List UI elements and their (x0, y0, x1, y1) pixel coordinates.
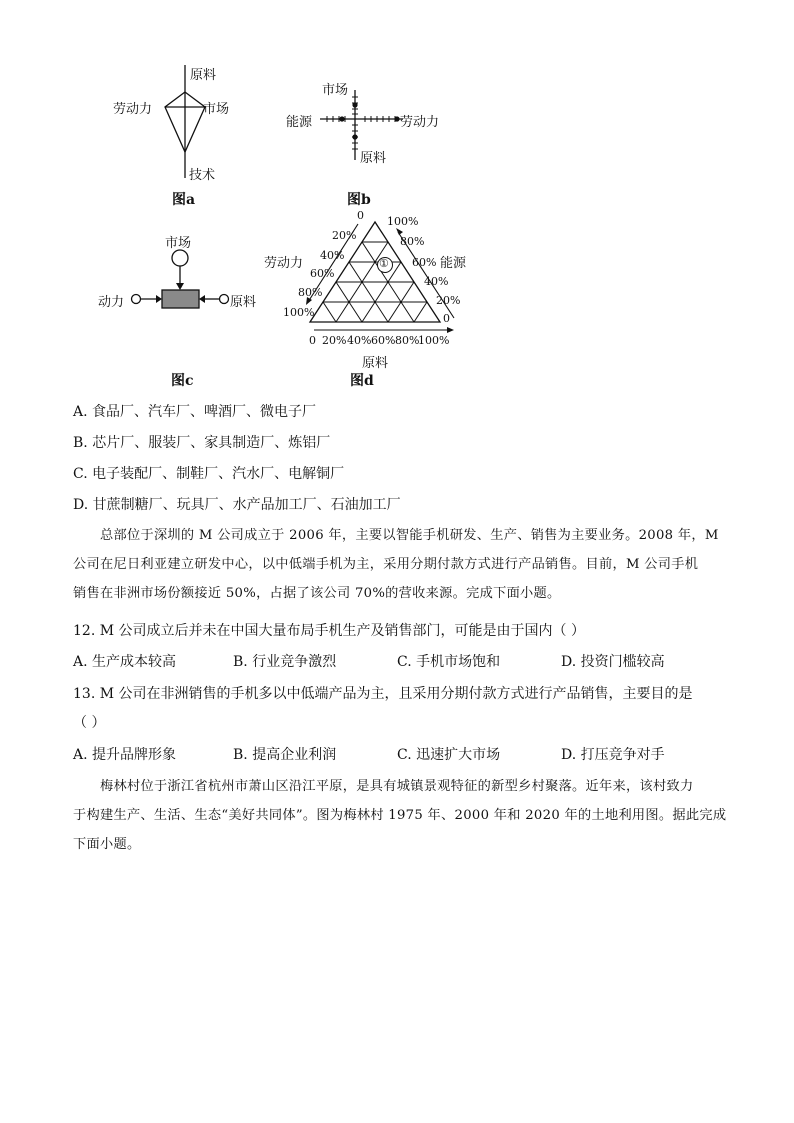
fig-a-label-top: 原料 (190, 68, 217, 83)
q13-option-b: B. 提高企业利润 (233, 747, 337, 763)
fig-d-right-tick: 60% (412, 256, 437, 269)
q11-option-b: B. 芯片厂、服装厂、家具制造厂、炼铝厂 (73, 435, 331, 451)
fig-a-label-bottom: 技术 (189, 168, 216, 183)
q12-stem: 12. M 公司成立后并未在中国大量布局手机生产及销售部门，可能是由于国内（ ） (73, 623, 585, 639)
fig-d-bottom-tick: 20% (322, 334, 347, 347)
fig-c-label-right: 原料 (230, 295, 257, 310)
passage2-line: 于构建生产、生活、生态“美好共同体”。图为梅林村 1975 年、2000 年和 2020 年的土地利用图。据此完成 (73, 808, 727, 823)
q13-option-c: C. 迅速扩大市场 (397, 747, 501, 763)
q13-stem-cont: （ ） (73, 715, 106, 731)
q11-option-c: C. 电子装配厂、制鞋厂、汽水厂、电解铜厂 (73, 466, 345, 482)
q13-option-a: A. 提升品牌形象 (73, 747, 177, 763)
fig-d-caption: 图d (350, 373, 374, 389)
q11-option-a: A. 食品厂、汽车厂、啤酒厂、微电子厂 (73, 404, 317, 420)
passage1-line: 公司在尼日利亚建立研发中心，以中低端手机为主，采用分期付款方式进行产品销售。目前，M 公司手机 (73, 557, 699, 572)
fig-d-left-tick: 0 (357, 209, 364, 222)
passage1-line: 销售在非洲市场份额接近 50%，占据了该公司 70%的营收来源。完成下面小题。 (73, 586, 561, 601)
q12-option-d: D. 投资门槛较高 (561, 654, 665, 670)
q12-option-a: A. 生产成本较高 (73, 654, 177, 670)
fig-d-right-tick: 20% (436, 294, 461, 307)
q11-option-d: D. 甘蔗制糖厂、玩具厂、水产品加工厂、石油加工厂 (73, 497, 401, 513)
passage-m-company (73, 521, 733, 608)
fig-d-right-tick: 100% (387, 215, 419, 228)
fig-b-label-left: 能源 (286, 115, 313, 130)
fig-d-bottom-tick: 0 (309, 334, 316, 347)
fig-a-label-right: 市场 (203, 102, 230, 117)
fig-d-bottom-tick: 60% (371, 334, 396, 347)
fig-b-label-right: 劳动力 (400, 115, 440, 130)
figure-c-diagram (120, 240, 240, 320)
fig-d-label-right: 能源 (440, 256, 467, 271)
q13-option-d: D. 打压竞争对手 (561, 747, 665, 763)
fig-d-bottom-tick: 40% (347, 334, 372, 347)
fig-d-bottom-tick: 80% (395, 334, 420, 347)
q12-option-c: C. 手机市场饱和 (397, 654, 501, 670)
fig-b-label-bottom: 原料 (360, 151, 387, 166)
fig-a-caption: 图a (172, 192, 196, 208)
fig-d-marker: ① (379, 257, 389, 270)
fig-d-left-tick: 60% (310, 267, 335, 280)
q12-option-b: B. 行业竞争激烈 (233, 654, 337, 670)
fig-d-right-tick: 80% (400, 235, 425, 248)
fig-d-left-tick: 40% (320, 249, 345, 262)
fig-c-label-top: 市场 (165, 236, 192, 251)
passage1-line: 总部位于深圳的 M 公司成立于 2006 年，主要以智能手机研发、生产、销售为主要业务。2008 年，M (100, 528, 719, 543)
passage-meilin-village (73, 772, 733, 859)
fig-d-left-tick: 20% (332, 229, 357, 242)
fig-d-left-tick: 80% (298, 286, 323, 299)
fig-d-right-tick: 40% (424, 275, 449, 288)
figure-a-diagram (105, 60, 245, 185)
fig-d-label-left: 劳动力 (264, 256, 304, 271)
fig-d-left-tick: 100% (283, 306, 315, 319)
fig-b-caption: 图b (347, 192, 371, 208)
fig-b-label-top: 市场 (322, 83, 349, 98)
fig-d-bottom-tick: 100% (418, 334, 450, 347)
fig-a-label-left: 劳动力 (113, 102, 153, 117)
passage2-line: 下面小题。 (73, 837, 141, 852)
passage2-line: 梅林村位于浙江省杭州市萧山区沿江平原，是具有城镇景观特征的新型乡村聚落。近年来，该村致力 (100, 779, 694, 794)
q13-stem: 13. M 公司在非洲销售的手机多以中低端产品为主，且采用分期付款方式进行产品销售，主要目的是 (73, 686, 693, 702)
fig-c-caption: 图c (171, 373, 194, 389)
fig-d-right-tick: 0 (443, 312, 450, 325)
fig-c-label-left: 动力 (98, 295, 125, 310)
fig-d-label-bottom: 原料 (362, 356, 389, 371)
